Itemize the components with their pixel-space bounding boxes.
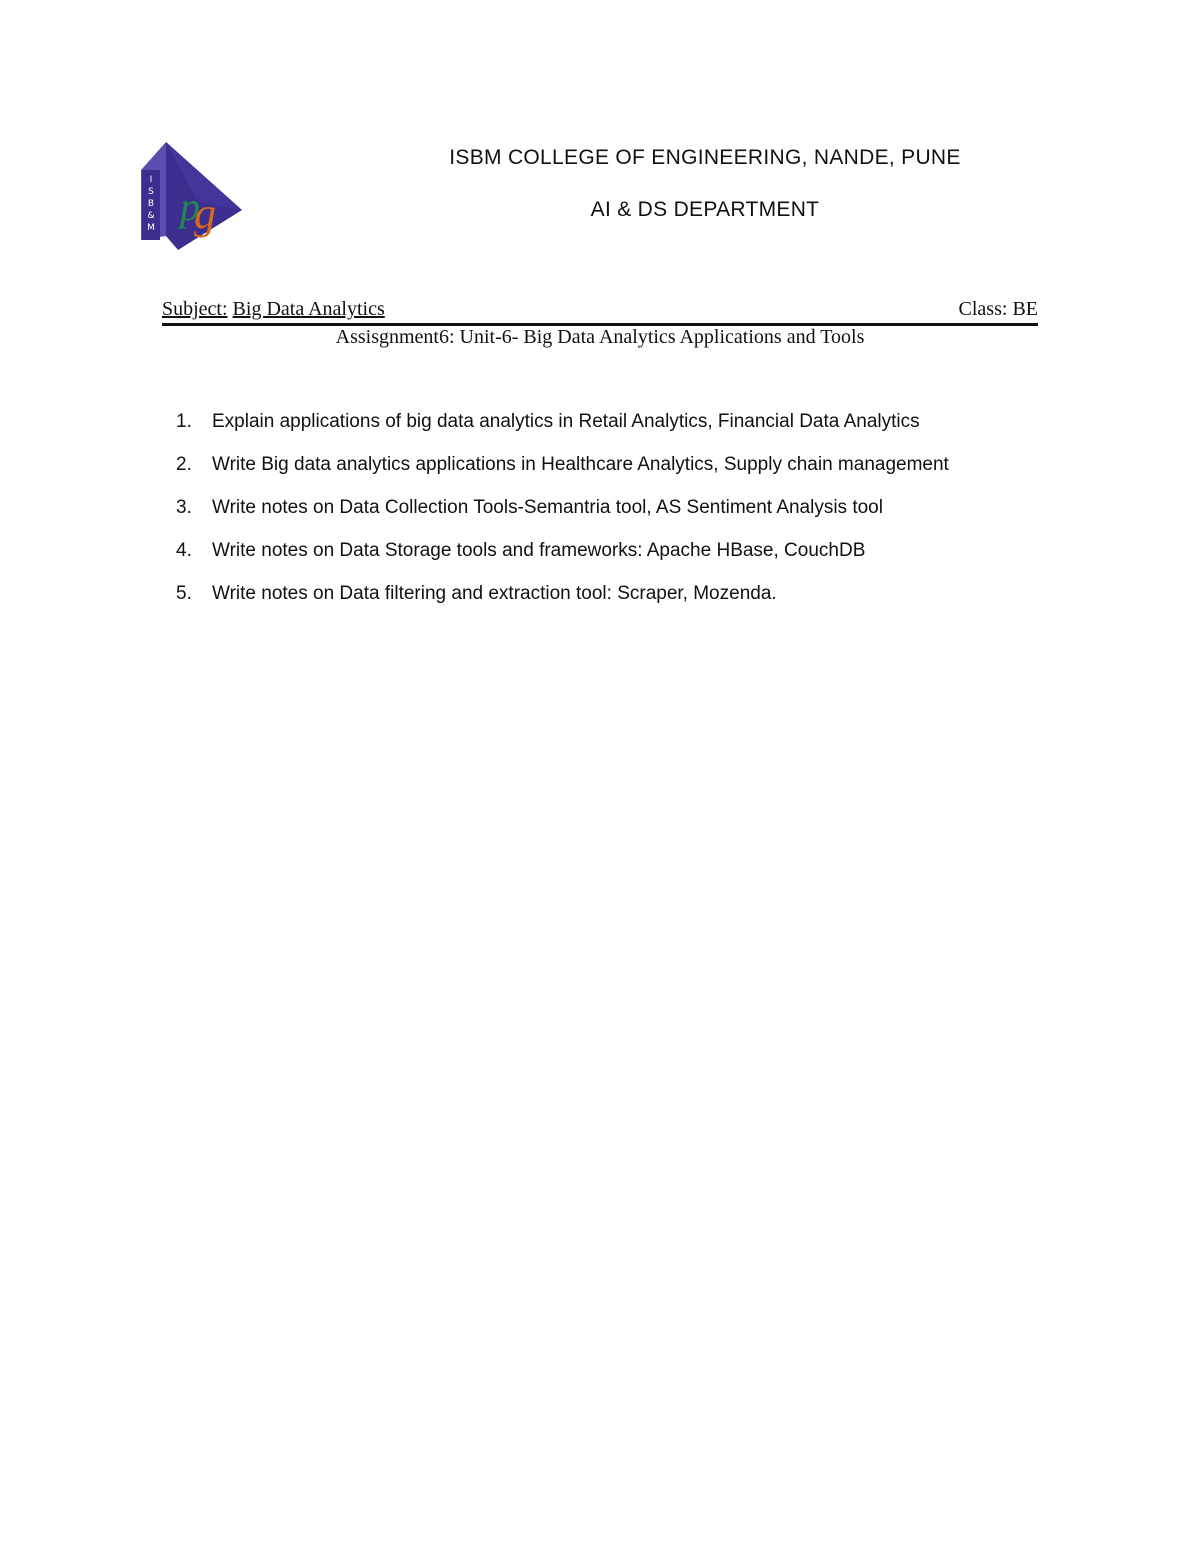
list-item — [174, 580, 1074, 623]
isbm-logo-icon — [138, 140, 244, 252]
class-label: Class: — [958, 298, 1008, 320]
list-item — [174, 451, 1074, 494]
svg-text:&: & — [147, 211, 155, 221]
svg-text:B: B — [147, 199, 155, 209]
question-number: 1. — [176, 411, 192, 432]
svg-text:M: M — [147, 223, 155, 233]
subject-class-row — [162, 298, 1038, 326]
question-text: Write notes on Data Collection Tools-Semantria tool, AS Sentiment Analysis tool — [212, 497, 883, 518]
college-name: ISBM COLLEGE OF ENGINEERING, NANDE, PUNE — [449, 146, 961, 169]
question-text: Write notes on Data filtering and extraction tool: Scraper, Mozenda. — [212, 583, 777, 604]
svg-text:p: p — [180, 184, 200, 229]
svg-text:S: S — [148, 187, 154, 197]
subject-info — [162, 298, 385, 321]
svg-text:g: g — [194, 189, 216, 238]
assignment-title: Assisgnment6: Unit-6- Big Data Analytics Applications and Tools — [335, 326, 865, 348]
class-value: BE — [1012, 298, 1038, 320]
subject-label: Subject: — [162, 298, 228, 320]
list-item — [174, 408, 1074, 451]
question-text: Explain applications of big data analytics in Retail Analytics, Financial Data Analytics — [212, 411, 920, 432]
subject-value: Big Data Analytics — [232, 298, 385, 320]
question-number: 5. — [176, 583, 192, 604]
question-list — [174, 408, 1074, 623]
question-number: 2. — [176, 454, 192, 475]
question-text: Write notes on Data Storage tools and frameworks: Apache HBase, CouchDB — [212, 540, 866, 561]
svg-text:I: I — [149, 175, 153, 185]
class-info — [959, 298, 1038, 321]
list-item — [174, 537, 1074, 580]
question-number: 3. — [176, 497, 192, 518]
department-name: AI & DS DEPARTMENT — [590, 198, 820, 221]
question-number: 4. — [176, 540, 192, 561]
question-text: Write Big data analytics applications in Healthcare Analytics, Supply chain management — [212, 454, 949, 475]
list-item — [174, 494, 1074, 537]
